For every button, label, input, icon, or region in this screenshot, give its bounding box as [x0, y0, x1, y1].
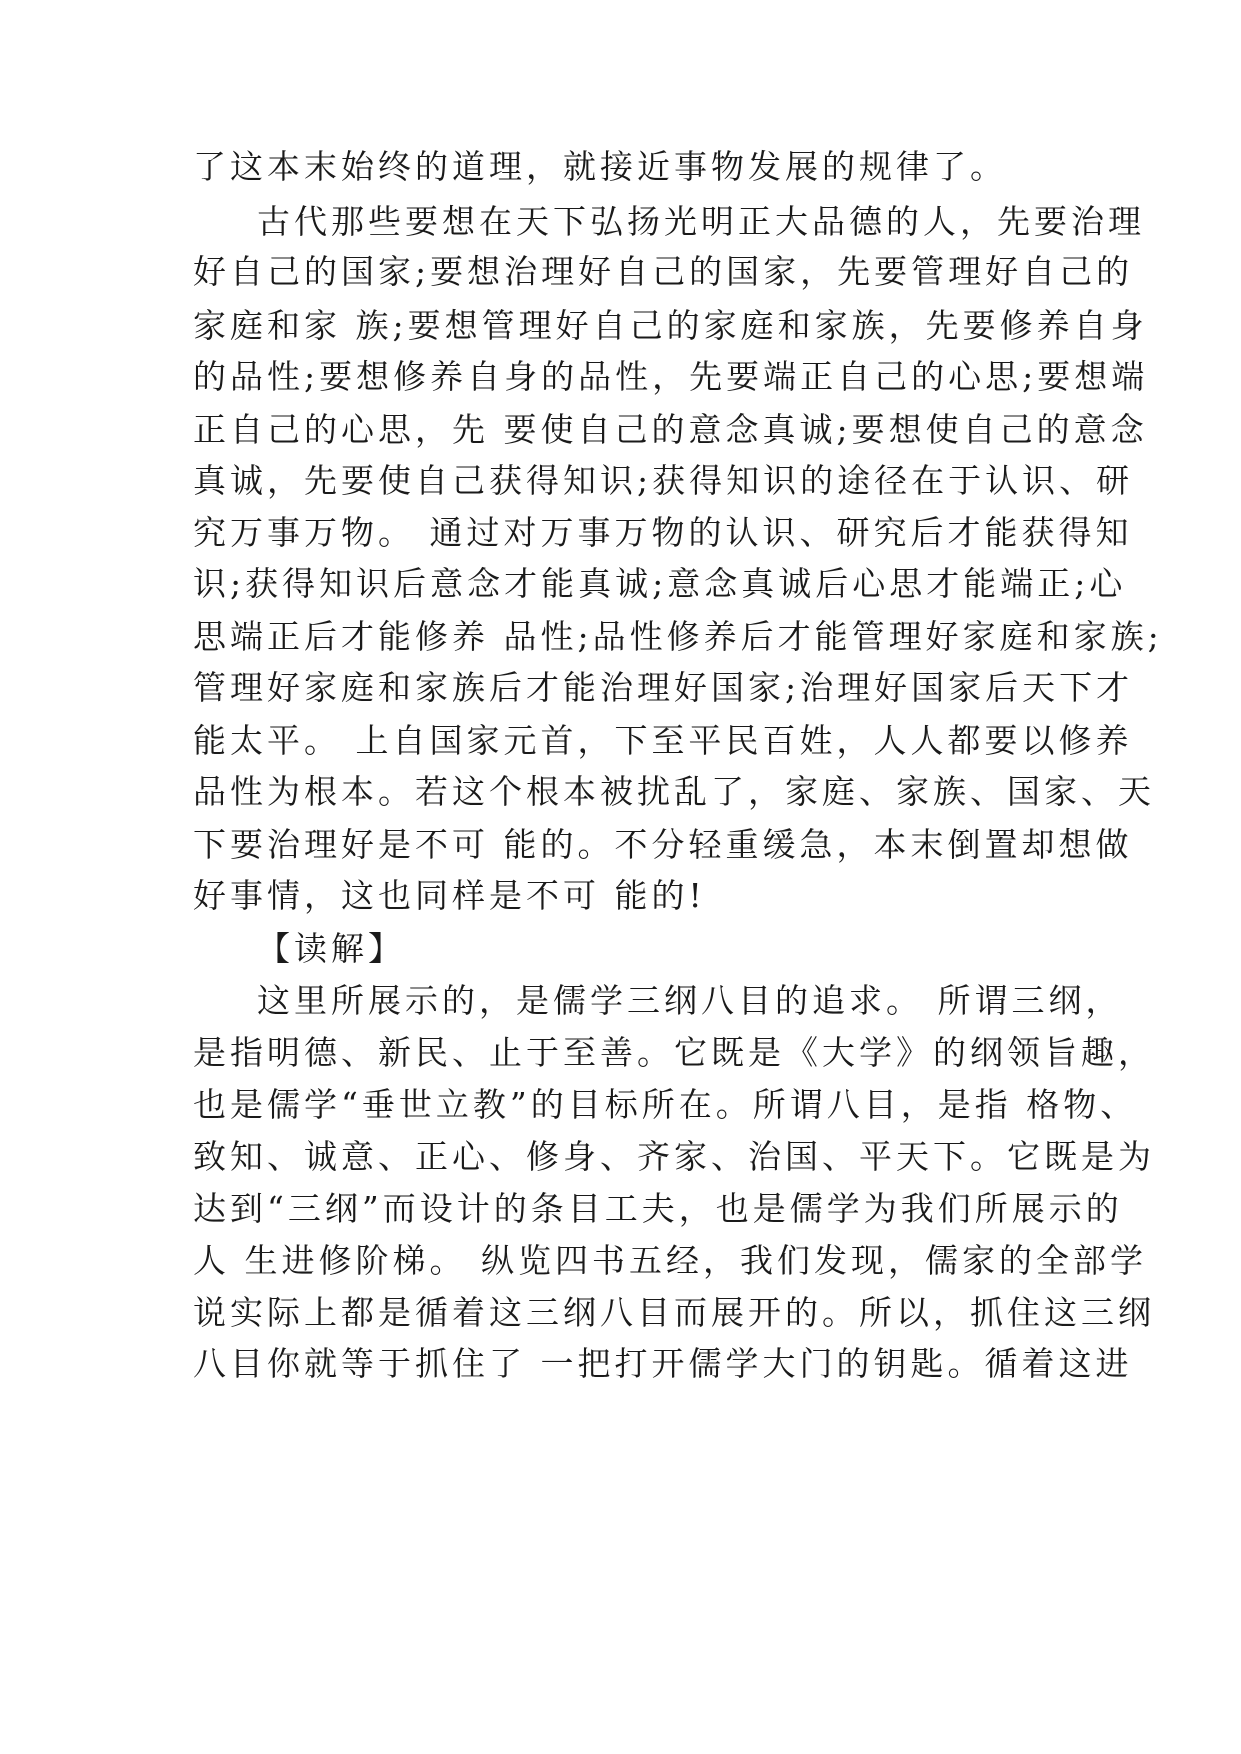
- paragraph-2-line-3: 也是儒学“垂世立教”的目标所在。所谓八目，是指 格物、: [193, 1085, 1138, 1124]
- paragraph-2-line-5: 达到“三纲”而设计的条目工夫，也是儒学为我们所展示的: [193, 1189, 1123, 1228]
- section-heading: 【读解】: [257, 929, 405, 968]
- paragraph-1-line-2: 好自己的国家;要想治理好自己的国家，先要管理好自己的: [193, 252, 1134, 291]
- paragraph-1-line-4: 的品性;要想修养自身的品性，先要端正自己的心思;要想端: [193, 357, 1149, 396]
- paragraph-1-line-8: 识;获得知识后意念才能真诚;意念真诚后心思才能端正;心: [193, 564, 1127, 603]
- paragraph-1-line-13: 下要治理好是不可 能的。不分轻重缓急，本末倒置却想做: [193, 825, 1133, 864]
- paragraph-1-line-1: 古代那些要想在天下弘扬光明正大品德的人，先要治理: [257, 202, 1145, 241]
- paragraph-2-line-7: 说实际上都是循着这三纲八目而展开的。所以，抓住这三纲: [193, 1293, 1155, 1332]
- paragraph-2-line-1: 这里所展示的，是儒学三纲八目的追求。 所谓三纲，: [257, 981, 1123, 1020]
- paragraph-1-line-7: 究万事万物。 通过对万事万物的认识、研究后才能获得知: [193, 513, 1133, 552]
- paragraph-2-line-2: 是指明德、新民、止于至善。它既是《大学》的纲领旨趣，: [193, 1033, 1155, 1072]
- paragraph-1-line-3: 家庭和家 族;要想管理好自己的家庭和家族，先要修养自身: [193, 306, 1148, 345]
- paragraph-1-line-11: 能太平。 上自国家元首，下至平民百姓，人人都要以修养: [193, 721, 1133, 760]
- paragraph-1-line-9: 思端正后才能修养 品性;品性修养后才能管理好家庭和家族;: [193, 617, 1163, 656]
- text-line-1: 了这本末始终的道理，就接近事物发展的规律了。: [193, 147, 1007, 186]
- paragraph-1-line-6: 真诚，先要使自己获得知识;获得知识的途径在于认识、研: [193, 461, 1134, 500]
- paragraph-1-line-10: 管理好家庭和家族后才能治理好国家;治理好国家后天下才: [193, 668, 1134, 707]
- paragraph-2-line-8: 八目你就等于抓住了 一把打开儒学大门的钥匙。循着这进: [193, 1344, 1133, 1383]
- paragraph-1-line-5: 正自己的心思，先 要使自己的意念真诚;要想使自己的意念: [193, 410, 1148, 449]
- paragraph-2-line-6: 人 生进修阶梯。 纵览四书五经，我们发现，儒家的全部学: [193, 1241, 1147, 1280]
- paragraph-1-line-14: 好事情，这也同样是不可 能的!: [193, 876, 706, 915]
- paragraph-2-line-4: 致知、诚意、正心、修身、齐家、治国、平天下。它既是为: [193, 1137, 1155, 1176]
- paragraph-1-line-12: 品性为根本。若这个根本被扰乱了，家庭、家族、国家、天: [193, 772, 1155, 811]
